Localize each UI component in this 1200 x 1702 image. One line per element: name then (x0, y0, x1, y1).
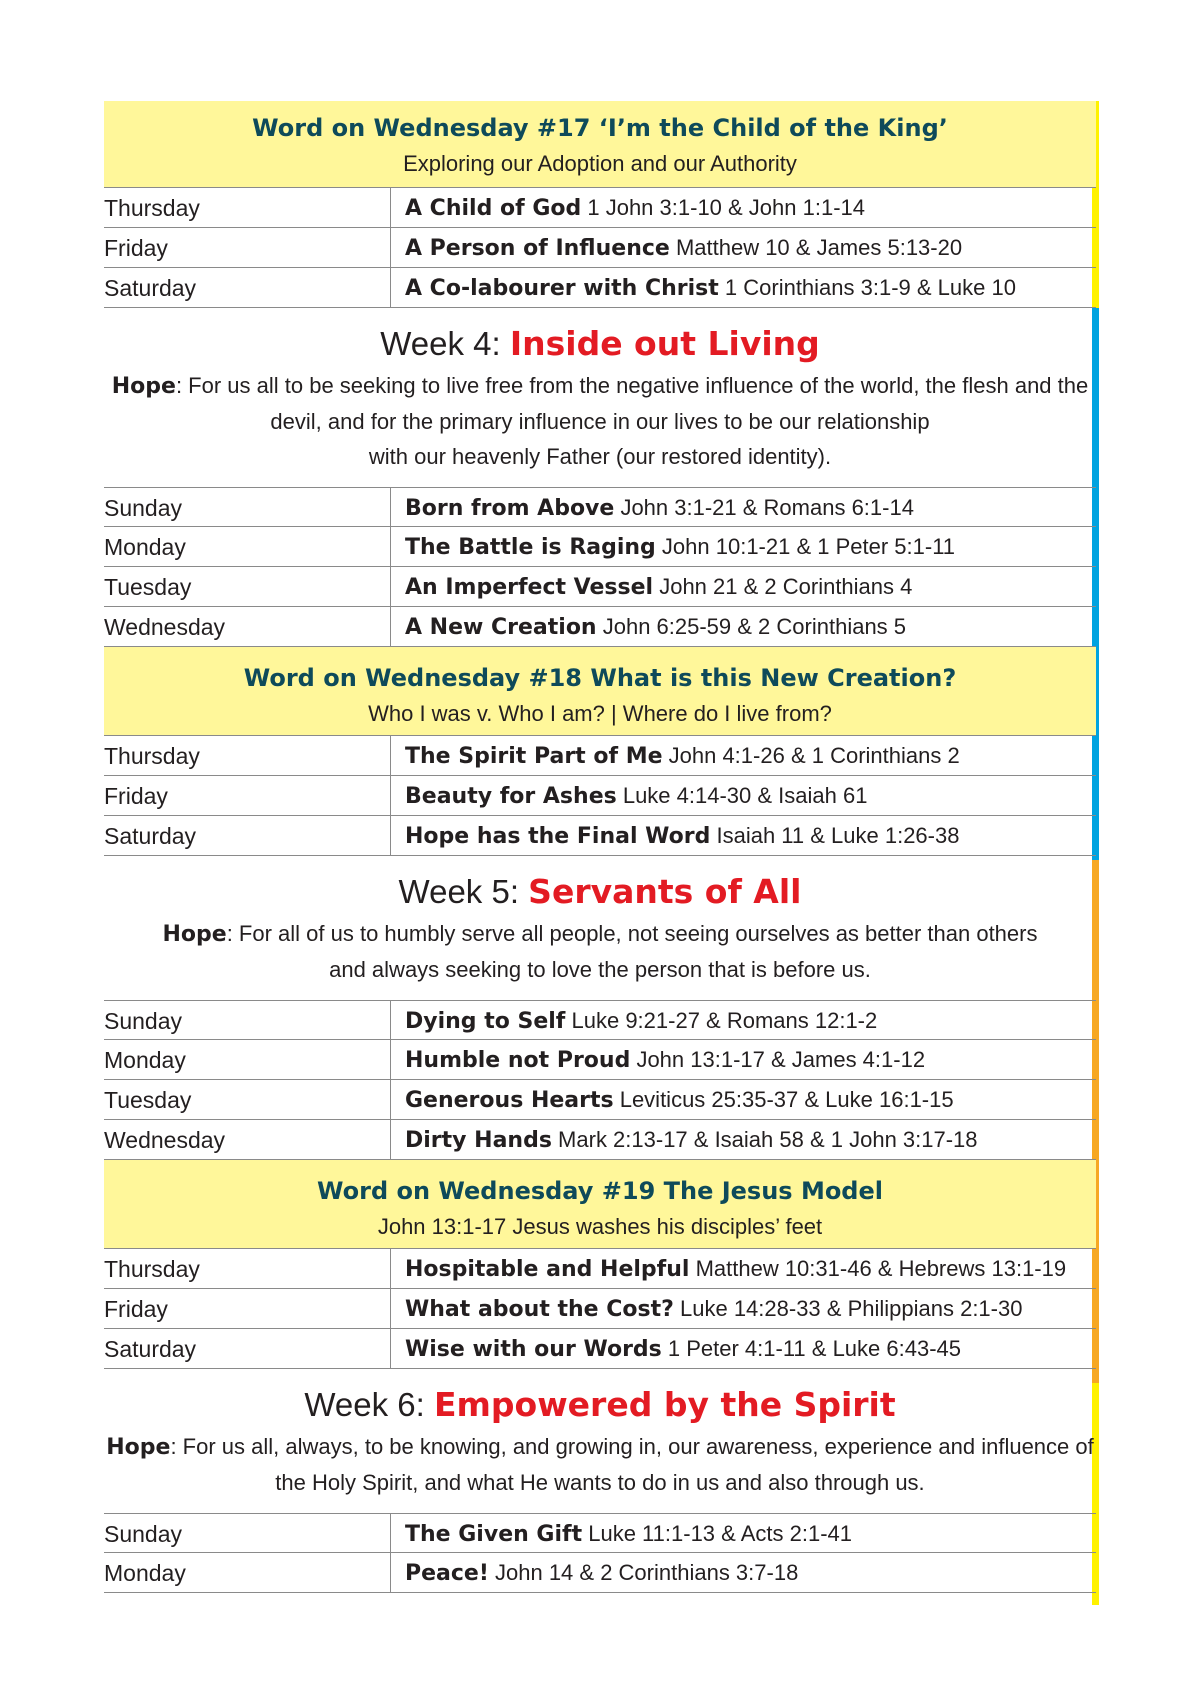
day-label: Saturday (104, 816, 391, 855)
reading-row (104, 1553, 1096, 1593)
hope-label: Hope (162, 922, 227, 947)
reading-ref: John 4:1-26 & 1 Corinthians 2 (662, 743, 960, 768)
reading-cell (391, 607, 906, 646)
reading-ref: Mark 2:13-17 & Isaiah 58 & 1 John 3:17-18 (551, 1127, 978, 1152)
day-label: Sunday (104, 1001, 391, 1039)
reading-table-5 (104, 1249, 1096, 1369)
day-label: Thursday (104, 736, 391, 775)
hope-text: : For us all to be seeking to live free from the negative influence of the world, the flesh and the (175, 373, 1089, 398)
hope-label: Hope (111, 374, 176, 399)
reading-row (104, 1000, 1096, 1040)
day-label: Friday (104, 776, 391, 815)
reading-cell (391, 736, 960, 775)
day-label: Monday (104, 1553, 391, 1592)
reading-title: A Person of Influence (405, 236, 670, 261)
reading-ref: John 21 & 2 Corinthians 4 (653, 574, 913, 599)
reading-ref: 1 John 3:1-10 & John 1:1-14 (581, 195, 866, 220)
reading-title: Peace! (405, 1561, 489, 1586)
reading-ref: Luke 9:21-27 & Romans 12:1-2 (565, 1008, 878, 1033)
reading-ref: 1 Corinthians 3:1-9 & Luke 10 (718, 275, 1016, 300)
reading-cell (391, 1001, 877, 1039)
wow-subtitle: John 13:1-17 Jesus washes his disciples’ feet (377, 1214, 823, 1239)
day-label: Tuesday (104, 567, 391, 606)
reading-cell (391, 1249, 1066, 1288)
reading-row (104, 1329, 1096, 1369)
day-label: Thursday (104, 1249, 391, 1288)
wow-banner-18 (104, 647, 1096, 736)
reading-cell (391, 1289, 1022, 1328)
reading-row (104, 1513, 1096, 1553)
hope-statement-4 (104, 368, 1096, 474)
reading-cell (391, 228, 962, 267)
wow-banner-17 (104, 101, 1096, 188)
reading-cell (391, 1329, 961, 1368)
reading-title: The Given Gift (405, 1522, 583, 1547)
reading-table-4 (104, 1000, 1096, 1160)
reading-title: Hospitable and Helpful (405, 1257, 690, 1282)
day-label: Thursday (104, 188, 391, 227)
reading-row (104, 1040, 1096, 1080)
reading-title: Born from Above (405, 496, 615, 521)
reading-table-6 (104, 1513, 1096, 1593)
week-title: Servants of All (528, 872, 802, 911)
reading-cell (391, 188, 865, 227)
reading-title: The Battle is Raging (405, 535, 656, 560)
hope-line: the Holy Spirit, and what He wants to do in us and also through us. (275, 1470, 925, 1495)
reading-row (104, 736, 1096, 776)
hope-text: : For us all, always, to be knowing, and growing in, our awareness, experience and influence of (170, 1434, 1094, 1459)
reading-title: Dying to Self (405, 1009, 566, 1034)
day-label: Monday (104, 527, 391, 566)
reading-title: What about the Cost? (405, 1297, 674, 1322)
wow-title: Word on Wednesday #17 ‘I’m the Child of the King’ (252, 114, 948, 142)
reading-ref: John 3:1-21 & Romans 6:1-14 (614, 495, 914, 520)
reading-row (104, 1080, 1096, 1120)
week-heading-4 (104, 308, 1096, 366)
day-label: Sunday (104, 488, 391, 526)
reading-ref: Isaiah 11 & Luke 1:26-38 (710, 823, 960, 848)
reading-plan (104, 101, 1096, 1593)
reading-ref: Matthew 10:31-46 & Hebrews 13:1-19 (689, 1256, 1067, 1281)
reading-cell (391, 567, 912, 606)
wow-subtitle: Exploring our Adoption and our Authority (403, 151, 797, 176)
reading-row (104, 1289, 1096, 1329)
reading-title: Beauty for Ashes (405, 784, 617, 809)
reading-row (104, 487, 1096, 527)
wow-title: Word on Wednesday #19 The Jesus Model (317, 1177, 883, 1205)
reading-title: Generous Hearts (405, 1088, 614, 1113)
hope-line (104, 1429, 1096, 1465)
reading-ref: Luke 4:14-30 & Isaiah 61 (616, 783, 868, 808)
reading-row (104, 527, 1096, 567)
reading-row (104, 188, 1096, 228)
reading-ref: Matthew 10 & James 5:13-20 (669, 235, 963, 260)
reading-table-1 (104, 188, 1096, 308)
reading-title: Dirty Hands (405, 1128, 552, 1153)
week-label: Week 4: (380, 325, 510, 362)
reading-ref: Luke 11:1-13 & Acts 2:1-41 (582, 1521, 853, 1546)
hope-text: : For all of us to humbly serve all people, not seeing ourselves as better than others (226, 921, 1038, 946)
reading-row (104, 607, 1096, 647)
reading-cell (391, 1514, 852, 1552)
reading-title: Humble not Proud (405, 1048, 631, 1073)
reading-ref: 1 Peter 4:1-11 & Luke 6:43-45 (661, 1336, 961, 1361)
hope-line: with our heavenly Father (our restored identity). (368, 444, 832, 469)
hope-line (104, 368, 1096, 404)
reading-row (104, 816, 1096, 856)
week-heading-6 (104, 1369, 1096, 1427)
reading-cell (391, 527, 955, 566)
reading-cell (391, 268, 1016, 307)
reading-cell (391, 1080, 954, 1119)
day-label: Friday (104, 1289, 391, 1328)
day-label: Saturday (104, 1329, 391, 1368)
reading-title: A New Creation (405, 615, 597, 640)
hope-line: devil, and for the primary influence in our lives to be our relationship (270, 409, 930, 434)
reading-row (104, 268, 1096, 308)
week-label: Week 6: (304, 1386, 434, 1423)
hope-statement-6 (104, 1429, 1096, 1500)
day-label: Wednesday (104, 607, 391, 646)
day-label: Wednesday (104, 1120, 391, 1159)
hope-line (104, 916, 1096, 952)
reading-table-2 (104, 487, 1096, 647)
reading-table-3 (104, 736, 1096, 856)
week-title: Empowered by the Spirit (433, 1385, 896, 1424)
hope-line: and always seeking to love the person that is before us. (329, 957, 871, 982)
reading-title: A Child of God (405, 196, 582, 221)
day-label: Friday (104, 228, 391, 267)
day-label: Saturday (104, 268, 391, 307)
reading-cell (391, 816, 959, 855)
week-label: Week 5: (398, 873, 529, 910)
reading-title: A Co-labourer with Christ (405, 276, 719, 301)
reading-row (104, 1120, 1096, 1160)
reading-row (104, 1249, 1096, 1289)
reading-title: Wise with our Words (405, 1337, 662, 1362)
reading-ref: John 14 & 2 Corinthians 3:7-18 (488, 1560, 799, 1585)
reading-ref: John 10:1-21 & 1 Peter 5:1-11 (655, 534, 956, 559)
reading-title: Hope has the Final Word (405, 824, 711, 849)
wow-subtitle: Who I was v. Who I am? | Where do I live from? (368, 701, 832, 726)
day-label: Monday (104, 1040, 391, 1079)
reading-ref: Luke 14:28-33 & Philippians 2:1-30 (673, 1296, 1023, 1321)
reading-ref: John 6:25-59 & 2 Corinthians 5 (596, 614, 907, 639)
wow-banner-19 (104, 1160, 1096, 1249)
reading-row (104, 228, 1096, 268)
reading-cell (391, 1553, 798, 1592)
hope-statement-5 (104, 916, 1096, 987)
wow-title: Word on Wednesday #18 What is this New Creation? (243, 664, 957, 692)
reading-row (104, 567, 1096, 607)
day-label: Sunday (104, 1514, 391, 1552)
reading-title: An Imperfect Vessel (405, 575, 654, 600)
reading-row (104, 776, 1096, 816)
reading-cell (391, 488, 914, 526)
reading-ref: John 13:1-17 & James 4:1-12 (630, 1047, 926, 1072)
reading-ref: Leviticus 25:35-37 & Luke 16:1-15 (613, 1087, 954, 1112)
week-title: Inside out Living (509, 324, 820, 363)
hope-label: Hope (106, 1435, 171, 1460)
reading-title: The Spirit Part of Me (405, 744, 663, 769)
reading-cell (391, 776, 867, 815)
reading-cell (391, 1120, 978, 1159)
reading-cell (391, 1040, 925, 1079)
day-label: Tuesday (104, 1080, 391, 1119)
week-heading-5 (104, 856, 1096, 914)
